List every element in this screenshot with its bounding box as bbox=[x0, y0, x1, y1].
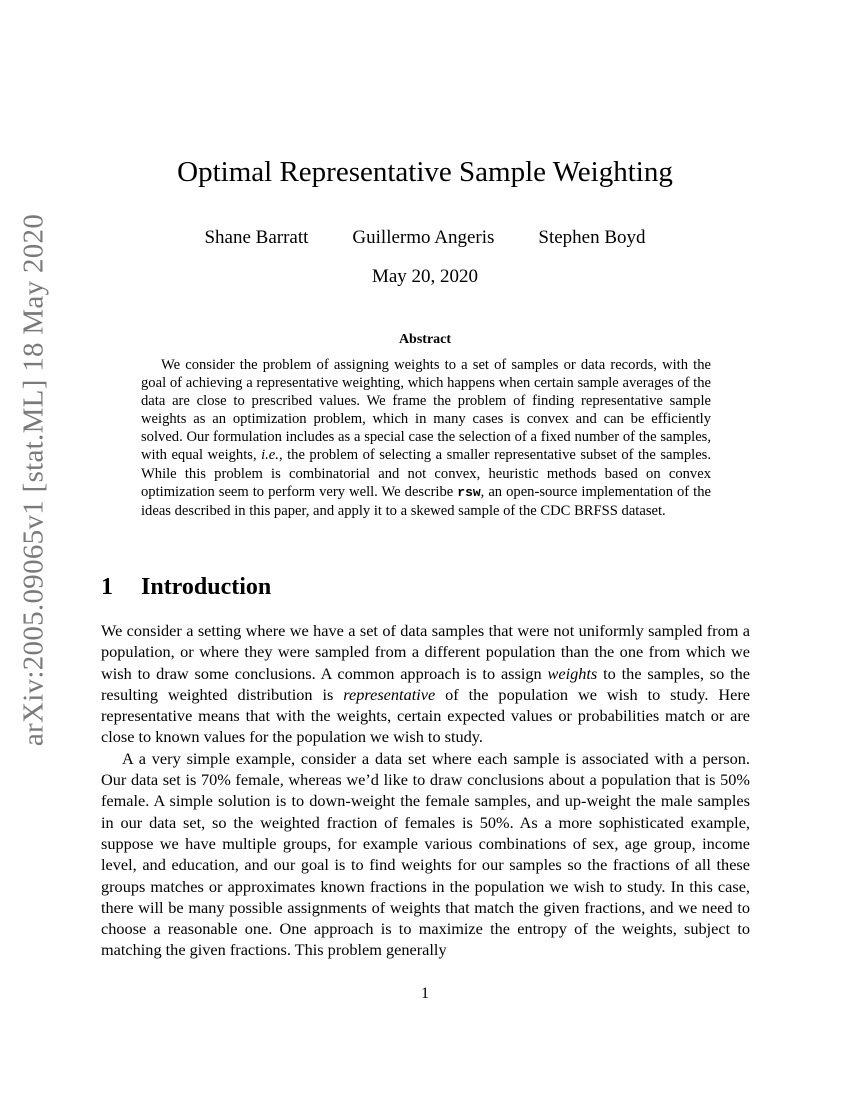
paragraph: A a very simple example, consider a data set where each sample is associated with a person. Our data set is 70% female, whereas we’d like to draw conclusions about a population that is 50% female. A simple solution is to down-weight the female samples, and up-weight the male samples in our data set, so the weighted fraction of females is 50%. As a more sophisticated example, suppose we have multiple groups, for example various combinations of sex, age group, income level, and education, and our goal is to find weights for our samples so the fractions of all these groups matches or approximates known fractions in the population we wish to study. In this case, there will be many possible assignments of weights that match the given fractions, and we need to choose a reasonable one. One approach is to maximize the entropy of the weights, subject to matching the given fractions. This problem generally bbox=[101, 748, 750, 960]
section-title: Introduction bbox=[141, 574, 272, 600]
abstract-text-part: , an open-source implementation of the ideas described in this paper, and apply it to a skewed sample of the CDC BRFSS dataset. bbox=[141, 483, 712, 519]
publication-date: May 20, 2020 bbox=[371, 266, 479, 287]
paragraph-text: to the samples, so the resulting weighted distribution is bbox=[101, 663, 750, 704]
section-number: 1 bbox=[101, 574, 113, 600]
code-name: rsw bbox=[457, 484, 481, 500]
arxiv-identifier-stamp: arXiv:2005.09065v1 [stat.ML] 18 May 2020 bbox=[17, 213, 50, 747]
paragraph bbox=[101, 620, 750, 748]
abstract-text-part: We consider the problem of assigning weights to a set of samples or data records, with the goal of achieving a representative weighting, which happens when certain sample averages of the data are close to prescribed values. We frame the problem of finding representative sample weights as an optimization problem, which in many cases is convex and can be efficiently solved. Our formulation includes as a special case the selection of a fixed number of the samples, with equal weights, bbox=[141, 357, 711, 464]
paper-title: Optimal Representative Sample Weighting bbox=[177, 156, 673, 188]
introduction-body bbox=[101, 620, 750, 961]
emphasis: representative bbox=[343, 684, 436, 704]
abstract-heading: Abstract bbox=[398, 332, 452, 347]
author-name: Guillermo Angeris bbox=[352, 227, 495, 248]
abstract-text-part: , the problem of selecting a smaller representative subset of the samples. While this problem is combinatorial and not convex, heuristic methods based on convex optimization seem to perform very well. We describe bbox=[141, 447, 711, 500]
author-name: Stephen Boyd bbox=[538, 227, 646, 248]
emphasis: weights bbox=[547, 663, 598, 683]
paragraph-text: We consider a setting where we have a set of data samples that were not uniformly sampled from a population, or where they were sampled from a different population than the one from which we wish to draw some conclusions. A common approach is to assign bbox=[101, 621, 750, 683]
abstract-emphasis: i.e. bbox=[261, 447, 279, 464]
paragraph-text: of the population we wish to study. Here representative means that with the weights, certain expected values or probabilities match or are close to known values for the population we wish to study. bbox=[101, 684, 750, 747]
page-number: 1 bbox=[421, 985, 429, 1002]
abstract-text bbox=[141, 356, 711, 520]
author-list bbox=[0, 227, 850, 249]
section-heading bbox=[101, 574, 271, 601]
author-name: Shane Barratt bbox=[204, 227, 309, 248]
